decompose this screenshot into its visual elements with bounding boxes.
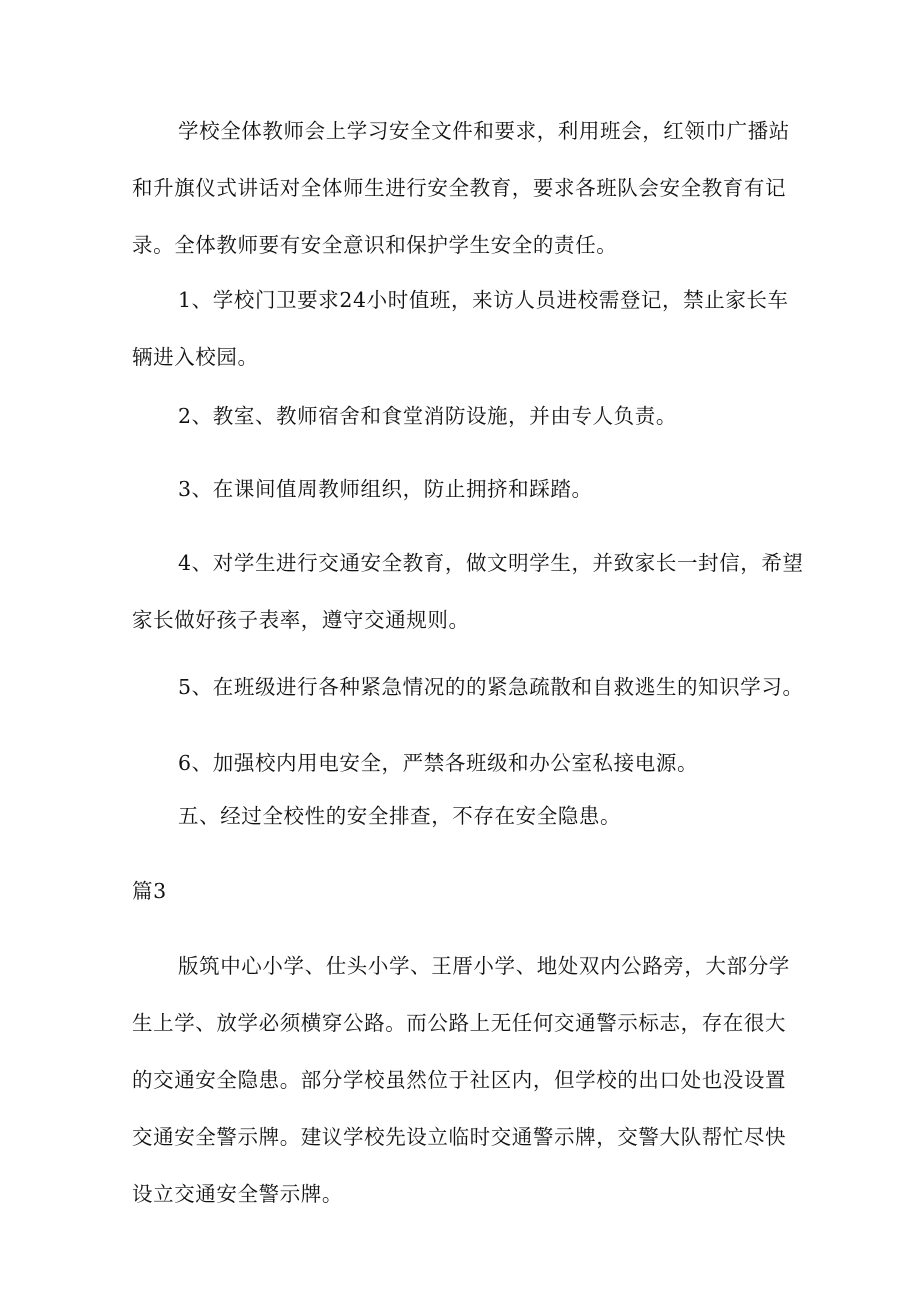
- section-heading: 篇3: [132, 879, 167, 903]
- item-3-paragraph: 3、在课间值周教师组织，防止拥挤和踩踏。: [178, 477, 593, 501]
- item-4-paragraph: 4、对学生进行交通安全教育，做文明学生，并致家长一封信，希望家长做好孩子表率，遵守交通规则。: [132, 551, 804, 632]
- item-5-paragraph: 5、在班级进行各种紧急情况的的紧急疏散和自救逃生的知识学习。: [178, 675, 804, 699]
- item-6-paragraph: 6、加强校内用电安全，严禁各班级和办公室私接电源。: [178, 751, 699, 775]
- closing-paragraph: 版筑中心小学、仕头小学、王厝小学、地处双内公路旁，大部分学生上学、放学必须横穿公路。而公路上无任何交通警示标志，存在很大的交通安全隐患。部分学校虽然位于社区内，但学校的出口处也没设置交通安全警示牌。建议学校先设立临时交通警示牌，交警大队帮忙尽快设立交通安全警示牌。: [132, 954, 790, 1206]
- item-1-paragraph: 1、学校门卫要求24小时值班，来访人员进校需登记，禁止家长车辆进入校园。: [132, 288, 789, 369]
- section-five-paragraph: 五、经过全校性的安全排查，不存在安全隐患。: [178, 804, 622, 828]
- item-2-paragraph: 2、教室、教师宿舍和食堂消防设施，并由专人负责。: [178, 404, 677, 428]
- intro-paragraph: 学校全体教师会上学习安全文件和要求，利用班会，红领巾广播站和升旗仪式讲话对全体师生进行安全教育，要求各班队会安全教育有记录。全体教师要有安全意识和保护学生安全的责任。: [132, 119, 790, 257]
